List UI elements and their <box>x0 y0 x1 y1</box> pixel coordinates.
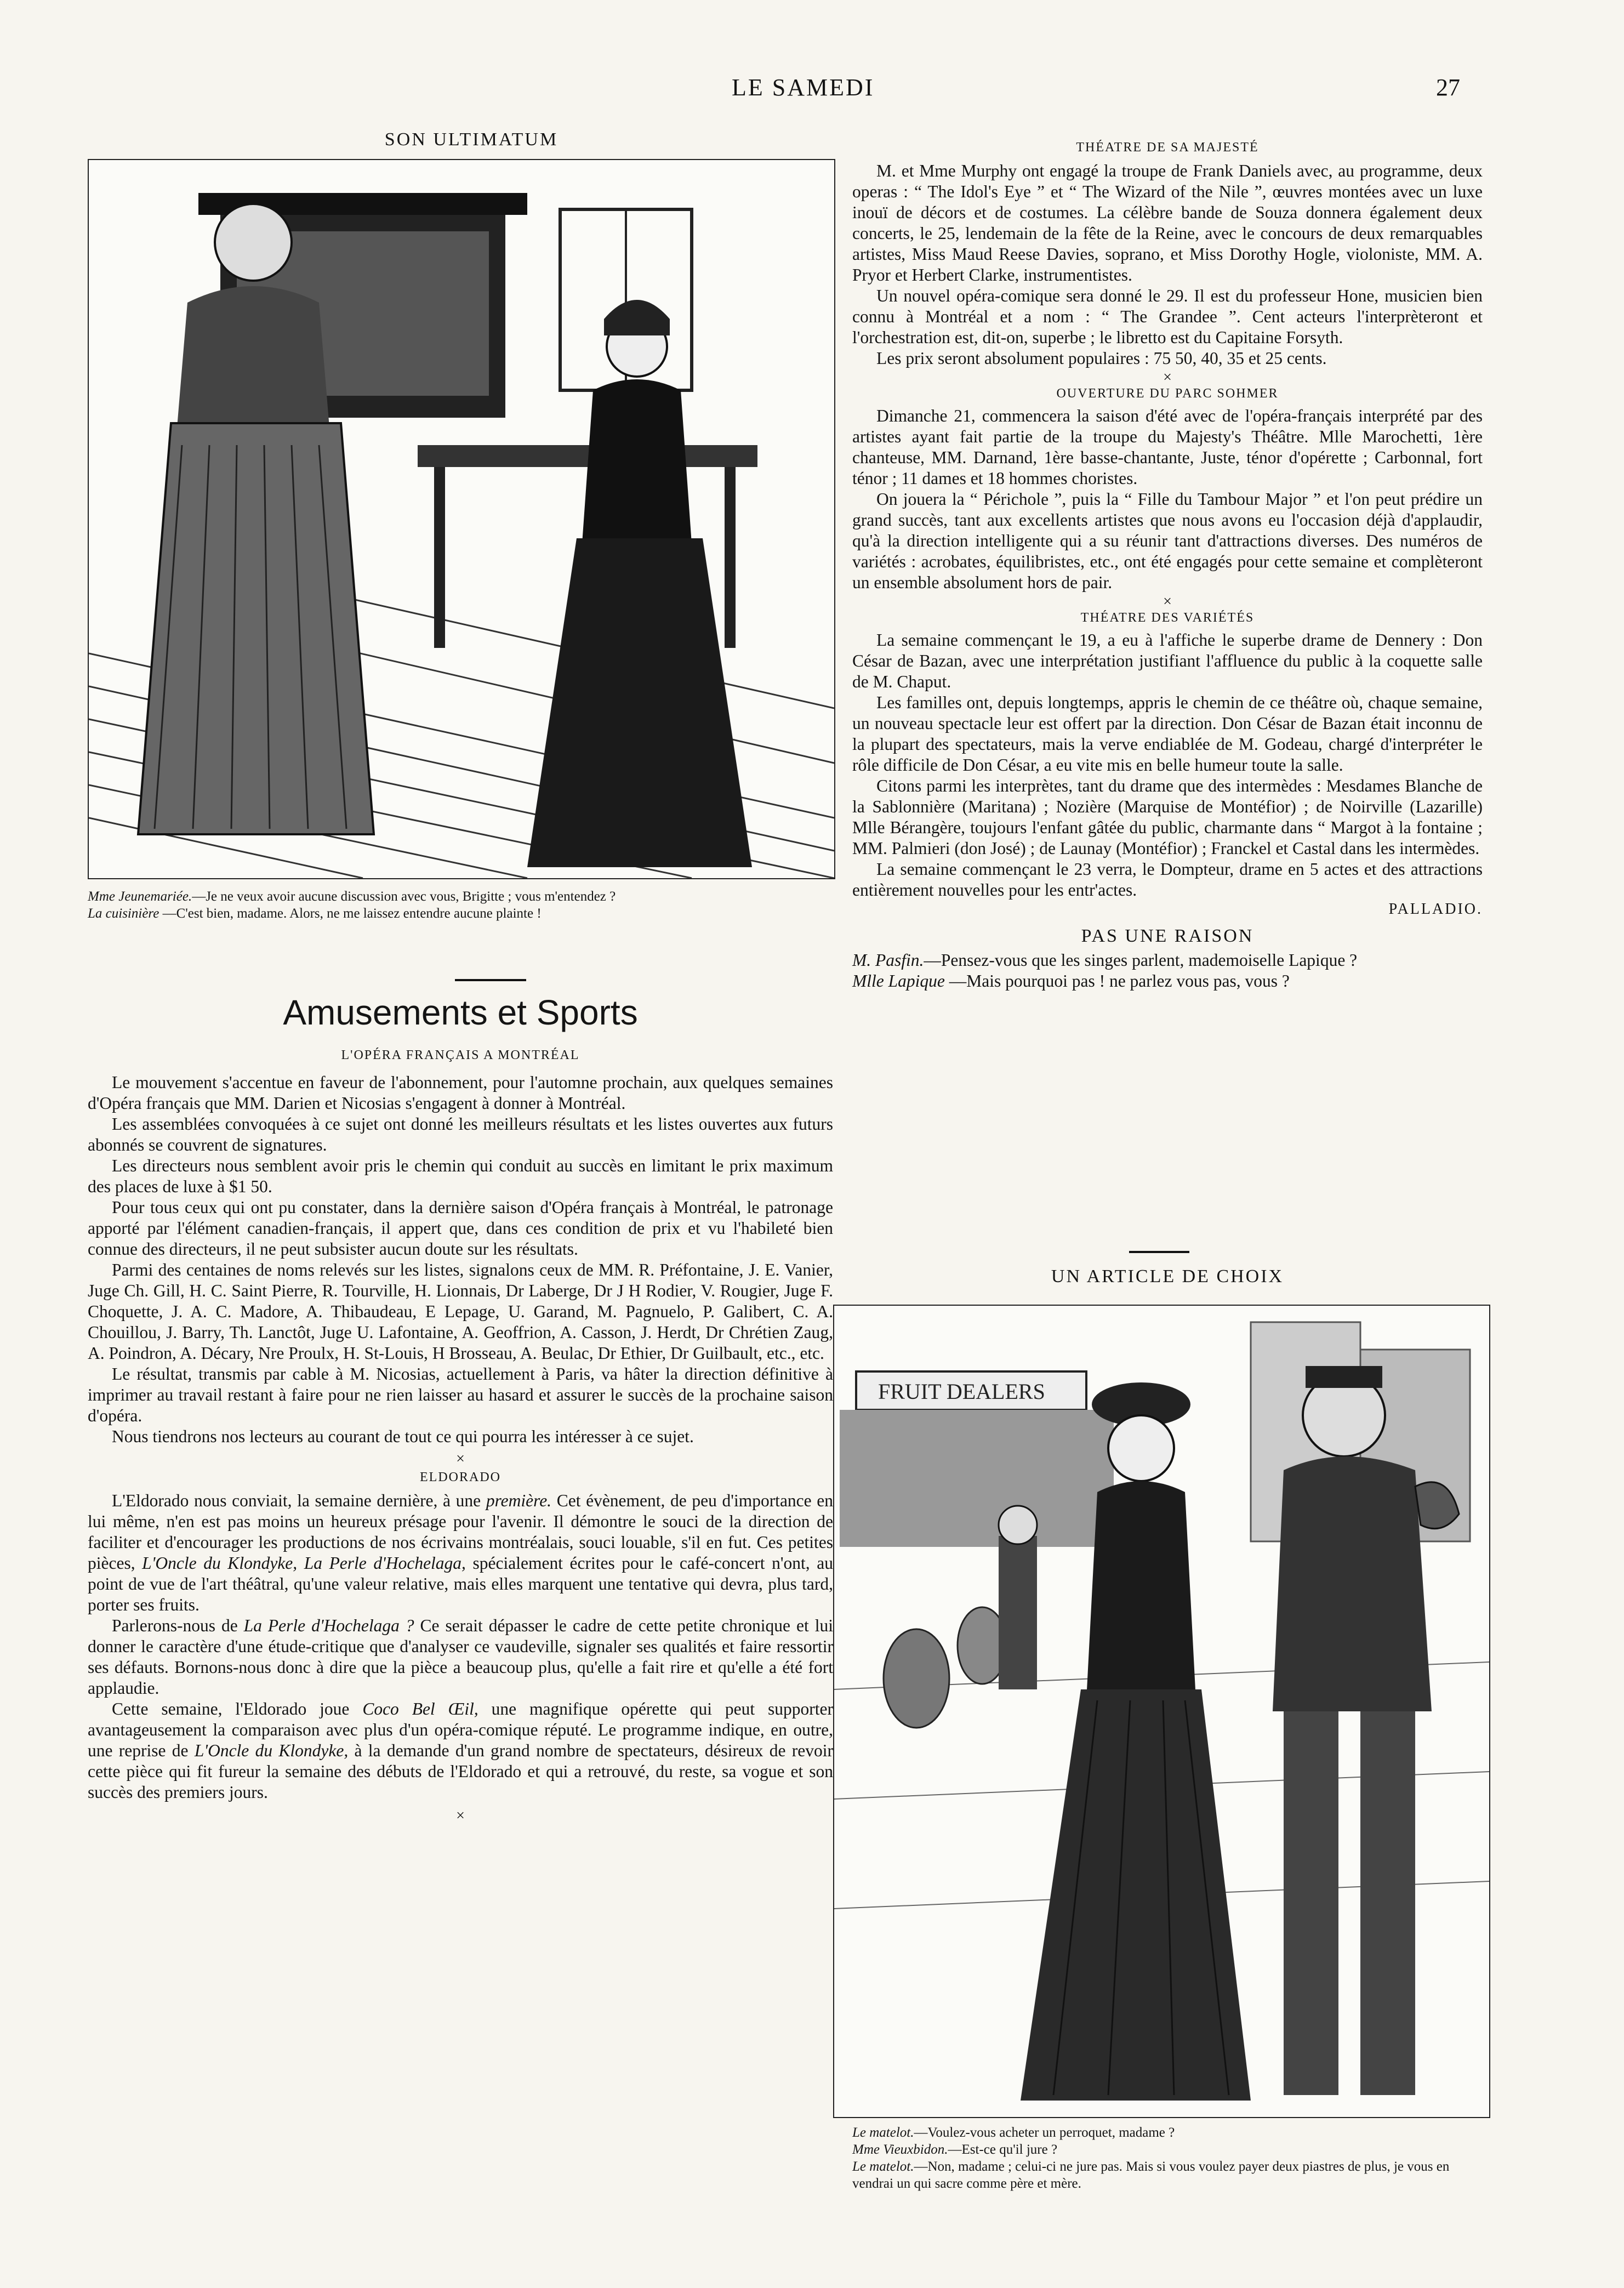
separator-mark: × <box>456 1807 465 1824</box>
caption-speaker: Le matelot. <box>852 2125 914 2140</box>
dialogue-text: —Pensez-vous que les singes parlent, mademoiselle Lapique ? <box>924 951 1358 970</box>
paragraph <box>88 1699 833 1803</box>
street-scene-drawing <box>834 1306 1489 2117</box>
italic-run: première. <box>486 1491 552 1510</box>
subtitle-theatre-varietes: THÉATRE DES VARIÉTÉS <box>1080 611 1255 625</box>
subtitle-theatre-majeste: THÉATRE DE SA MAJESTÉ <box>1076 140 1259 155</box>
subtitle-parc-sohmer: OUVERTURE DU PARC SOHMER <box>1056 386 1279 401</box>
text-run: une magnifique opérette qui peut supporter avantageusement la comparaison avec plus d'un opéra-comique réputé. Le programme indique, en outre, une reprise de <box>88 1699 833 1760</box>
caption-line <box>88 888 833 905</box>
paragraph: Les familles ont, depuis longtemps, appris le chemin de ce théâtre où, chaque semaine, un nouveau spectacle leur est offert par la direction. Don César de Bazan était inconnu de la plupart des spectateurs, mais la verve endiablée de M. Godeau, chargé d'interpréter le rôle difficile de Don César, a eu vite mis en belle humeur toute la salle. <box>852 693 1483 775</box>
text-run: Ce serait dépasser le cadre de cette petite chronique et lui donner le caractère d'une étude-critique que d'analyser ce vaudeville, signaler ses qualités et faire ressortir ses défauts. Bornons-nous donc à dire que la pièce a beaucoup plus, qu'elle a fait rire et qu'elle a été fort applaudie. <box>88 1616 833 1698</box>
illustration-street-scene <box>833 1305 1490 2118</box>
text-run: Cet évènement, de peu d'importance en lui même, n'en est pas moins un heureux présage pour l'avenir. Il démontre le souci de la direction de faciliter et d'encourager les productions de nos écrivains montréalais, souci louable, s'il en fut. Ces petites pièces, <box>88 1491 834 1573</box>
paragraph: La semaine commençant le 23 verra, le Dompteur, drame en 5 actes et des attractions entièrement nouvelles pour les entr'actes. <box>852 860 1483 900</box>
divider-rule <box>1129 1251 1189 1253</box>
paragraph: Le résultat, transmis par cable à M. Nicosias, actuellement à Paris, va hâter la direction définitive à imprimer au travail restant à faire pour ne rien laisser au hasard et assurer le succès de la prochaine saison d'opéra. <box>88 1364 833 1425</box>
subtitle-opera-francais: L'OPÉRA FRANÇAIS A MONTRÉAL <box>341 1048 580 1062</box>
paragraph: On jouera la “ Périchole ”, puis la “ Fille du Tambour Major ” et l'on peut prédire un grand succès, tant aux excellents artistes que nous avons eu l'occasion déjà d'applaudir, qu'à la direction intelligente qui a su réunir tant d'attractions diverses. Des numéros de variétés : acrobates, équilibristes, etc., ont été engagés pour cette semaine et complèteront un ensemble absolument hors de pair. <box>852 490 1483 592</box>
text-run: Parlerons-nous de <box>112 1616 244 1635</box>
dialogue-text: —Mais pourquoi pas ! ne parlez vous pas, vous ? <box>949 971 1290 991</box>
caption-text: —Voulez-vous acheter un perroquet, madame ? <box>914 2125 1175 2140</box>
separator-mark: × <box>1163 369 1172 386</box>
speaker-name: Mlle Lapique <box>852 971 945 991</box>
dialogue-line <box>852 971 1483 992</box>
caption-text: —C'est bien, madame. Alors, ne me laissez entendre aucune plainte ! <box>162 906 542 921</box>
paragraph: Les prix seront absolument populaires : 75 50, 40, 35 et 25 cents. <box>876 349 1327 368</box>
separator-mark: × <box>456 1450 465 1467</box>
cartoon1-caption <box>88 888 833 922</box>
paragraph: Les assemblées convoquées à ce sujet ont donné les meilleurs résultats et les listes ouvertes aux futurs abonnés se couvrent de signatures. <box>88 1114 833 1154</box>
caption-text: —Je ne veux avoir aucune discussion avec vous, Brigitte ; vous m'entendez ? <box>192 889 616 904</box>
cartoon-title-son-ultimatum: SON ULTIMATUM <box>384 129 559 150</box>
paragraph: Dimanche 21, commencera la saison d'été avec de l'opéra-français interprété par des artistes ayant fait partie de la troupe du Majesty's Théâtre. Mlle Marochetti, 1ère chanteuse, MM. Darnand, 1ère basse-chantante, Juste, ténor d'opérette ; Carbonnal, fort ténor ; 11 dames et 18 hommes choristes. <box>852 406 1483 488</box>
separator-mark: × <box>1163 593 1172 610</box>
italic-run: L'Oncle du Klondyke, <box>194 1741 349 1760</box>
caption-speaker: La cuisinière <box>88 906 159 921</box>
paragraph <box>88 1615 833 1699</box>
title-pas-une-raison: PAS UNE RAISON <box>1081 926 1254 946</box>
kitchen-scene-drawing <box>89 160 834 878</box>
paragraph: Nous tiendrons nos lecteurs au courant de tout ce qui pourra les intéresser à ce sujet. <box>112 1427 694 1446</box>
italic-run: L'Oncle du Klondyke, La Perle d'Hochelaga, <box>142 1553 466 1573</box>
shop-sign-text: FRUIT DEALERS <box>878 1379 1045 1404</box>
speaker-name: M. Pasfin. <box>852 951 924 970</box>
paragraph <box>88 1490 833 1615</box>
illustration-kitchen-scene <box>88 159 835 879</box>
section-title-amusements: Amusements et Sports <box>283 993 638 1032</box>
text-run: à la demande d'un grand nombre de spectateurs, désireux de revoir cette pièce qui fit fureur la semaine des débuts de l'Eldorado et qui a retrouvé, du reste, sa vogue et son succès des premiers jours. <box>88 1741 833 1802</box>
caption-line <box>88 905 833 922</box>
divider-rule <box>455 979 526 981</box>
text-run: L'Eldorado nous conviait, la semaine dernière, à une <box>112 1491 486 1510</box>
paragraph: Les directeurs nous semblent avoir pris le chemin qui conduit au succès en limitant le prix maximum des places de luxe à $1 50. <box>88 1156 833 1196</box>
paragraph: Parmi des centaines de noms relevés sur les listes, signalons ceux de MM. R. Préfontaine, J. E. Vanier, Juge Ch. Gill, H. C. Saint Pierre, R. Tourville, H. Lionnais, Dr Laberge, Dr J H Rodier, V. Rougier, Juge F. Choquette, J. A. C. Madore, A. Thibaudeau, E Lepage, U. Garand, M. Pagnuelo, P. Galibert, C. A. Chouillou, J. Barry, Th. Lanctôt, Juge U. Lafontaine, A. Geoffrion, A. Casson, J. Herdt, Dr Chrétien Zaug, A. Poindron, A. Décary, Nre Proulx, H. St-Louis, H Brosseau, A. Beulac, Dr Ethier, Dr Guilbault, etc., etc. <box>88 1260 833 1363</box>
opera-article <box>88 1072 833 1825</box>
paragraph: M. et Mme Murphy ont engagé la troupe de Frank Daniels avec, au programme, deux operas : “ The Idol's Eye ” et “ The Wizard of the Nile ”, œuvres montées avec un luxe inouï de décors et de costumes. La célèbre bande de Souza donnera également deux concerts, le 25, lendemain de la fête de la Reine, avec le concours de deux remarquables artistes, Miss Maud Reese Davies, soprano, et Miss Dorothy Hogle, violoniste, MM. A. Pryor et Herbert Clarke, instrumentistes. <box>852 161 1483 284</box>
italic-run: Coco Bel Œil, <box>362 1699 478 1718</box>
page-number: 27 <box>1436 74 1460 101</box>
caption-speaker: Mme Jeunemariée. <box>88 889 192 904</box>
dialogue-line <box>852 950 1483 971</box>
cartoon2-caption <box>852 2124 1483 2192</box>
cartoon-title-article-de-choix: UN ARTICLE DE CHOIX <box>1051 1266 1284 1287</box>
paragraph: Pour tous ceux qui ont pu constater, dans la dernière saison d'Opéra français à Montréal, le patronage apporté par l'élément canadien-français, il appert que, dans ces condition de prix et vu l'habileté bien connue des directeurs, il ne peut subsister aucun doute sur les résultats. <box>88 1198 833 1259</box>
caption-speaker: Mme Vieuxbidon. <box>852 2142 948 2157</box>
caption-line <box>852 2158 1483 2192</box>
paragraph: La semaine commençant le 19, a eu à l'affiche le superbe drame de Dennery : Don César de Bazan, avec une interprétation justifiant l'affluence du public à la coquette salle de M. Chaput. <box>852 630 1483 691</box>
caption-line <box>852 2124 1483 2141</box>
caption-text: —Est-ce qu'il jure ? <box>948 2142 1058 2157</box>
text-run: spécialement écrites pour le café-concert n'ont, au point de vue de l'art théâtral, qu'une valeur relative, mais elles marquent une tentative qui devra, plus tard, porter ses fruits. <box>88 1553 833 1614</box>
text-run: Cette semaine, l'Eldorado joue <box>112 1699 363 1718</box>
subtitle-eldorado: ELDORADO <box>420 1470 501 1484</box>
paragraph: Le mouvement s'accentue en faveur de l'abonnement, pour l'automne prochain, aux quelques semaines d'Opéra français que MM. Darien et Nicosias s'engagent à donner à Montréal. <box>88 1073 833 1113</box>
caption-text: —Non, madame ; celui-ci ne jure pas. Mais si vous voulez payer deux piastres de plus, je vous en vendrai un qui sacre comme père et mère. <box>852 2159 1450 2191</box>
caption-line <box>852 2141 1483 2158</box>
caption-speaker: Le matelot. <box>852 2159 914 2174</box>
masthead-title: LE SAMEDI <box>732 74 875 101</box>
italic-run: La Perle d'Hochelaga ? <box>243 1616 414 1635</box>
right-column-text <box>852 140 1483 992</box>
paragraph: Un nouvel opéra-comique sera donné le 29. Il est du professeur Hone, musicien bien connu à Montréal et a nom : “ The Grandee ”. Cent acteurs l'interprèteront et l'orchestration est, dit-on, superbe ; le libretto est du Capitaine Forsyth. <box>852 286 1483 347</box>
author-signature: PALLADIO. <box>1388 901 1483 918</box>
paragraph: Citons parmi les interprètes, tant du drame que des intermèdes : Mesdames Blanche de la Sablonnière (Maritana) ; Nozière (Marquise de Montéfior) ; de Noirville (Lazarille) Mlle Bérangère, toujours l'enfant gâtée du public, charmante dans “ Margot à la fontaine ; MM. Palmieri (don José) ; de Launay (Montéfior) ; Franckel et Castal dans les intermèdes. <box>852 776 1483 858</box>
